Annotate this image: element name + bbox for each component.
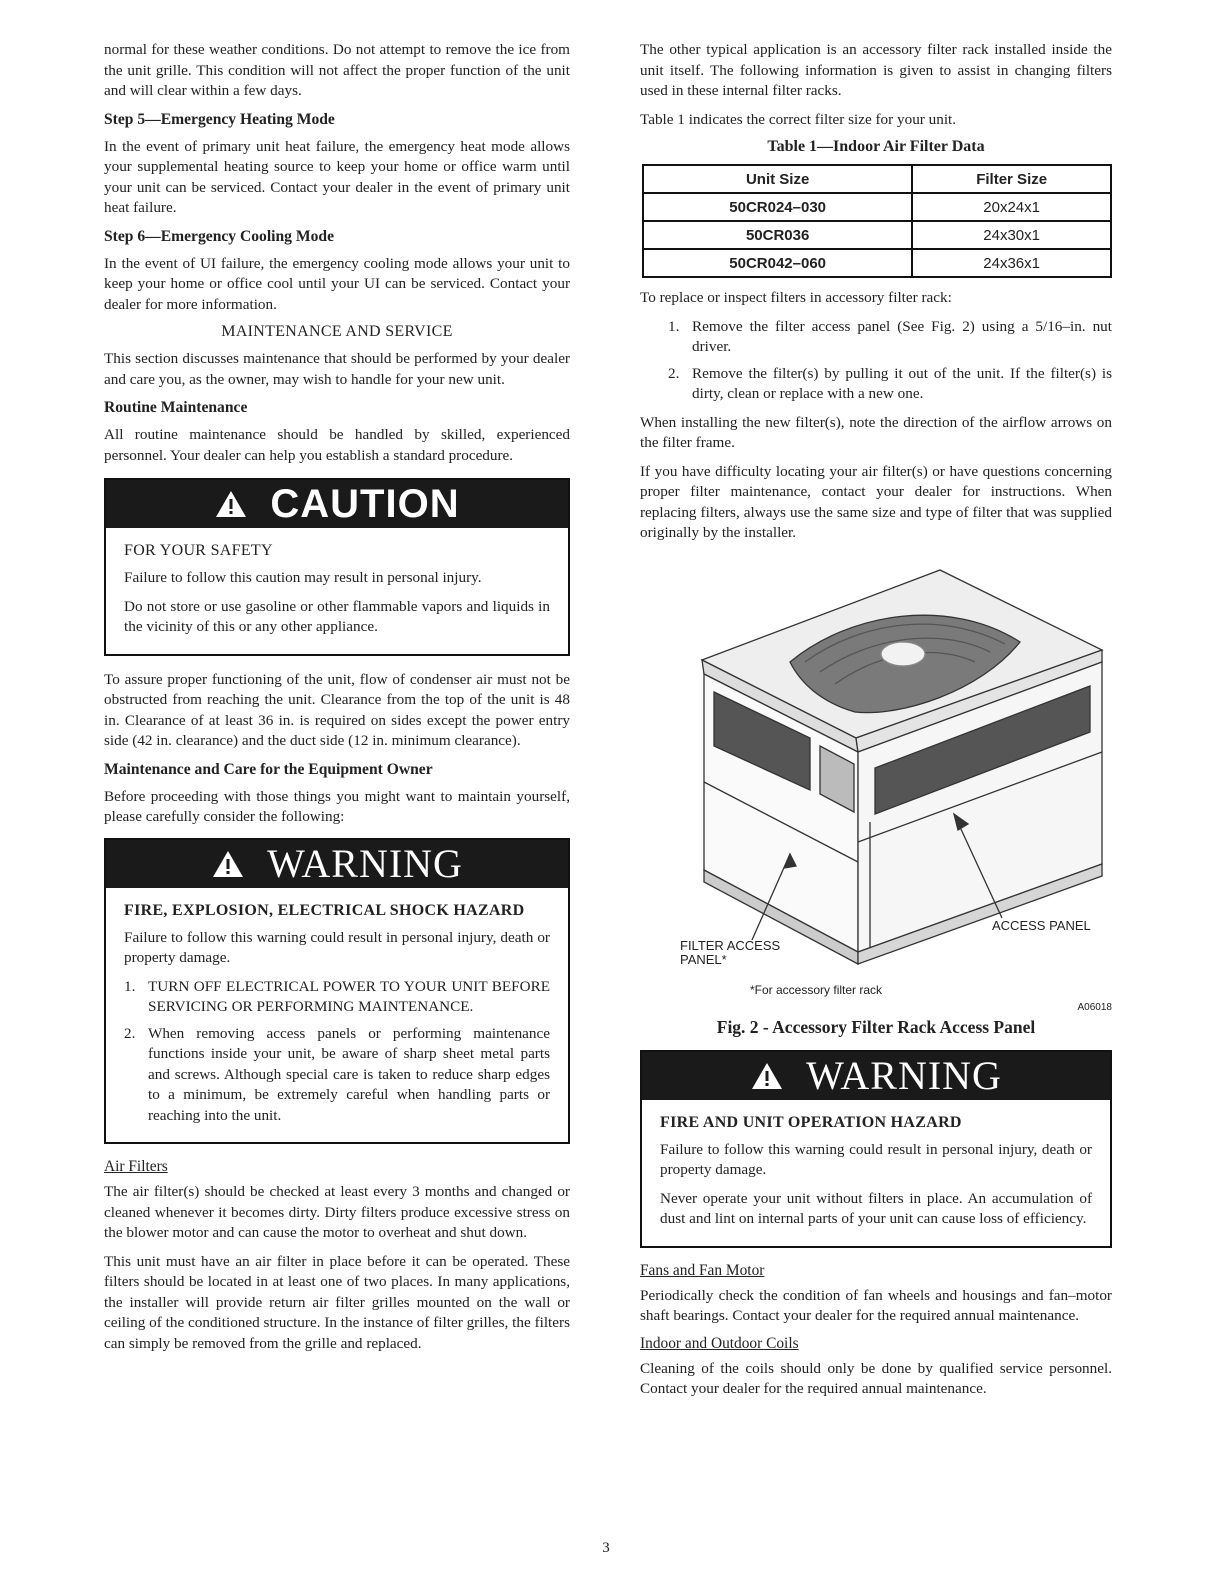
page-number: 3: [602, 1540, 610, 1556]
table-caption: Table 1—Indoor Air Filter Data: [767, 138, 985, 155]
table-cell: 24x36x1: [912, 249, 1111, 277]
warning-box: [104, 838, 570, 1145]
unit-figure: [640, 552, 1112, 1004]
paragraph: Periodically check the condition of fan wheels and housings and fan–motor shaft bearings. Contact your dealer for the required annual maintenance.: [640, 1286, 1112, 1324]
table-row: [643, 193, 1111, 221]
filter-data-table: [642, 164, 1112, 278]
step5-heading: Step 5—Emergency Heating Mode: [104, 110, 335, 128]
paragraph: This unit must have an air filter in place before it can be operated. These filters should be located in at least one of two places. In many applications, the installer will provide return air filter grilles mounted on the wall or ceiling of the conditioned structure. In the instance of filter grilles, the filters can simply be removed from the grille and replaced.: [104, 1252, 570, 1352]
warning-banner: [642, 1052, 1110, 1100]
table-header: Unit Size: [643, 165, 912, 193]
paragraph: In the event of UI failure, the emergency cooling mode allows your unit to keep your home or office cool until your UI can be serviced. Contact your dealer for more information.: [104, 254, 570, 313]
warning-text: Failure to follow this warning could result in personal injury, death or property damage.: [124, 928, 550, 966]
list-item: 1. TURN OFF ELECTRICAL POWER TO YOUR UNIT BEFORE SERVICING OR PERFORMING MAINTENANCE.: [124, 977, 550, 1015]
paragraph: Table 1 indicates the correct filter size for your unit.: [640, 110, 957, 128]
warning-text: Failure to follow this warning could result in personal injury, death or property damage.: [660, 1140, 1092, 1178]
warning-title: FIRE AND UNIT OPERATION HAZARD: [660, 1113, 962, 1131]
figure-label-filter: PANEL*: [680, 951, 727, 967]
caution-text: Failure to follow this caution may result in personal injury.: [124, 569, 482, 586]
table-cell: 24x30x1: [912, 221, 1111, 249]
paragraph: If you have difficulty locating your air filter(s) or have questions concerning proper filter maintenance, contact your dealer for instructions. When replacing filters, always use the same size and type of filter that was supplied originally by the installer.: [640, 462, 1112, 541]
fans-heading: Fans and Fan Motor: [640, 1261, 765, 1279]
paragraph: The other typical application is an accessory filter rack installed inside the unit itself. The following information is given to assist in changing filters used in these internal filter racks.: [640, 41, 1112, 99]
figure-code: A06018: [1077, 1001, 1112, 1013]
air-filters-heading: Air Filters: [104, 1158, 168, 1175]
paragraph: Before proceeding with those things you might want to maintain yourself, please carefully consider the following:: [104, 787, 570, 825]
warning-box: [640, 1050, 1112, 1248]
routine-heading: Routine Maintenance: [104, 399, 248, 416]
caution-banner-text: CAUTION: [270, 481, 460, 526]
paragraph: Cleaning of the coils should only be done by qualified service personnel. Contact your dealer for the required annual maintenance.: [640, 1359, 1112, 1397]
list-item: 2. When removing access panels or performing maintenance functions inside your unit, be aware of sharp sheet metal parts and screws. Although special care is taken to reduce sharp edges to a minimum, be extremely careful when handling parts or reaching into the unit.: [124, 1024, 550, 1124]
warning-triangle-icon: [750, 1061, 784, 1091]
list-item: 2. Remove the filter(s) by pulling it out of the unit. If the filter(s) is dirty, clean or replace with a new one.: [668, 364, 1112, 402]
warning-banner-text: WARNING: [806, 1053, 1002, 1098]
table-row: [643, 249, 1111, 277]
caution-text: Do not store or use gasoline or other flammable vapors and liquids in the vicinity of this or any other appliance.: [124, 597, 550, 635]
warning-triangle-icon: [214, 489, 248, 519]
paragraph: In the event of primary unit heat failure, the emergency heat mode allows your supplemental heating source to keep your home or office warm until your unit can be serviced. Contact your dealer in the event of primary unit heat failure.: [104, 137, 570, 216]
paragraph: To replace or inspect filters in accessory filter rack:: [640, 289, 952, 306]
table-cell: 50CR024–030: [643, 193, 912, 221]
table-row: [643, 221, 1111, 249]
paragraph: The air filter(s) should be checked at least every 3 months and changed or cleaned whenever it becomes dirty. Dirty filters produce excessive stress on the blower motor and can cause the motor to overheat and shut down.: [104, 1183, 570, 1241]
warning-triangle-icon: [211, 849, 245, 879]
table-cell: 50CR036: [643, 221, 912, 249]
paragraph: When installing the new filter(s), note the direction of the airflow arrows on the filter frame.: [640, 413, 1112, 451]
figure-caption: Fig. 2 - Accessory Filter Rack Access Panel: [716, 1016, 1036, 1037]
warning-banner: [106, 840, 568, 888]
table-cell: 50CR042–060: [643, 249, 912, 277]
caution-box: [104, 478, 570, 656]
paragraph: To assure proper functioning of the unit, flow of condenser air must not be obstructed from reaching the unit. Clearance from the top of the unit is 48 in. Clearance of at least 36 in. is required on sides except the power entry side (42 in. clearance) and the duct side (12 in. minimum clearance).: [104, 670, 570, 749]
step6-heading: Step 6—Emergency Cooling Mode: [104, 227, 334, 245]
warning-banner-text: WARNING: [267, 841, 463, 886]
unit-illustration: [640, 552, 1112, 1004]
warning-text: Never operate your unit without filters in place. An accumulation of dust and lint on internal parts of your unit can cause loss of efficiency.: [660, 1189, 1092, 1227]
paragraph: normal for these weather conditions. Do not attempt to remove the ice from the unit grille. This condition will not affect the proper function of the unit and will clear within a few days.: [104, 41, 570, 99]
section-heading-maintenance: MAINTENANCE AND SERVICE: [221, 323, 453, 340]
figure-label-filter: FILTER ACCESS: [680, 937, 781, 953]
table-header-row: [643, 165, 1111, 193]
figure-label-access-panel: ACCESS PANEL: [992, 917, 1091, 933]
caution-title: FOR YOUR SAFETY: [124, 542, 273, 559]
owner-heading: Maintenance and Care for the Equipment Owner: [104, 760, 433, 778]
list-item: 1. Remove the filter access panel (See Fig. 2) using a 5/16–in. nut driver.: [668, 317, 1112, 355]
figure-footnote: *For accessory filter rack: [750, 982, 883, 997]
caution-banner: [106, 480, 568, 528]
right-column: [640, 40, 1112, 1408]
table-cell: 20x24x1: [912, 193, 1111, 221]
paragraph: This section discusses maintenance that should be performed by your dealer and care you, as the owner, may wish to handle for your new unit.: [104, 350, 570, 388]
warning-list: [124, 977, 550, 1127]
table-header: Filter Size: [912, 165, 1111, 193]
warning-title: FIRE, EXPLOSION, ELECTRICAL SHOCK HAZARD: [124, 901, 525, 919]
left-column: [104, 40, 570, 1362]
paragraph: All routine maintenance should be handled by skilled, experienced personnel. Your dealer can help you establish a standard procedure.: [104, 426, 570, 464]
coils-heading: Indoor and Outdoor Coils: [640, 1334, 799, 1352]
replace-steps-list: [640, 317, 1112, 405]
